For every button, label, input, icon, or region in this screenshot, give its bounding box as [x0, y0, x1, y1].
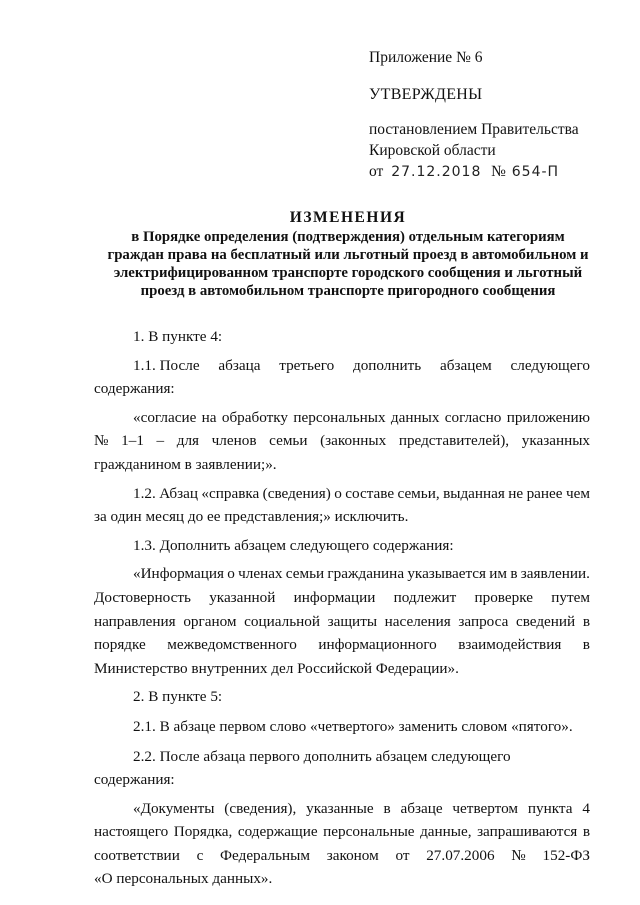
word: данные,	[420, 823, 472, 841]
word: Порядка,	[173, 823, 233, 841]
word: «Документы	[133, 799, 215, 817]
justified-line	[94, 586, 590, 610]
word: Федеральным	[220, 846, 310, 864]
word: «согласие	[133, 408, 197, 426]
word: пункта	[527, 799, 573, 817]
justified-line	[94, 562, 590, 586]
document-body	[94, 325, 590, 891]
item-2-2: 2.2. После абзаца первого дополнить абзацем следующего содержания:	[94, 747, 511, 789]
justified-line	[94, 610, 590, 634]
word: на	[201, 408, 217, 426]
word: в	[582, 612, 590, 630]
item-1: 1. В пункте 4:	[133, 328, 223, 345]
word: приложению	[506, 408, 590, 426]
word: семьи	[269, 432, 308, 450]
approval-stamp-block	[369, 47, 619, 183]
word: указанные	[306, 799, 374, 817]
word: персональных	[293, 408, 386, 426]
item-1-3: 1.3. Дополнить абзацем следующего содержания:	[133, 536, 454, 554]
word: членах	[238, 565, 283, 583]
justified-line	[94, 844, 590, 868]
appendix-label: Приложение № 6	[369, 49, 483, 66]
text-line: гражданином в заявлении;».	[94, 455, 277, 473]
text-line: Министерство внутренних дел Российской Федерации».	[94, 659, 459, 677]
word: путем	[551, 588, 590, 606]
word: запроса	[458, 612, 509, 630]
word: составе	[345, 484, 395, 502]
word: порядке	[94, 636, 146, 654]
word: указанной	[209, 588, 276, 606]
word: социальной	[244, 612, 320, 630]
word: выданная	[443, 484, 505, 502]
word: в	[510, 565, 518, 583]
title-line: проезд в автомобильном транспорте пригородного сообщения	[140, 283, 556, 299]
word: в	[383, 799, 391, 817]
title-line: граждан права на бесплатный или льготный проезд в автомобильном и	[107, 247, 589, 263]
word: 4	[582, 799, 590, 817]
word: населения	[384, 612, 451, 630]
word: третьего	[279, 356, 335, 374]
word: семьи	[285, 565, 325, 583]
word: членов	[211, 432, 257, 450]
word: (сведения)	[262, 484, 331, 502]
word: направления	[94, 612, 176, 630]
word: 1.2.	[133, 484, 156, 502]
justified-line	[94, 354, 590, 378]
word: 27.07.2006	[426, 846, 495, 864]
word: (законных	[320, 432, 387, 450]
item-1-1	[94, 354, 590, 401]
justified-line	[94, 429, 590, 453]
justified-line	[94, 633, 590, 657]
word: о	[227, 565, 235, 583]
word: 1–1	[121, 432, 144, 450]
decree-date-number-line	[369, 161, 619, 183]
word: межведомственного	[167, 636, 297, 654]
word: Достоверность	[94, 588, 191, 606]
approved-label: УТВЕРЖДЕНЫ	[369, 86, 483, 103]
word: абзацем	[440, 356, 492, 374]
word: №	[511, 846, 526, 864]
date-prefix: от	[369, 163, 384, 180]
word: для	[176, 432, 200, 450]
word: органом	[183, 612, 237, 630]
decree-reference	[369, 119, 619, 183]
word: соответствии	[94, 846, 180, 864]
word: четвертом	[452, 799, 519, 817]
document-title: ИЗМЕНЕНИЯ	[289, 209, 407, 226]
word: законом	[326, 846, 379, 864]
word: абзаца	[218, 356, 261, 374]
word: №	[94, 432, 109, 450]
quote-consent	[94, 406, 590, 477]
justified-line	[94, 820, 590, 844]
title-line: в Порядке определения (подтверждения) отдельным категориям	[131, 229, 565, 245]
word: информации	[293, 588, 376, 606]
word: сведений	[515, 612, 576, 630]
word: 1.1. После	[133, 356, 200, 374]
word: защиты	[327, 612, 378, 630]
word: информационного	[318, 636, 437, 654]
word: Абзац	[159, 484, 198, 502]
text-line: «О персональных данных».	[94, 870, 273, 888]
word: в	[582, 823, 590, 841]
word: представителей),	[398, 432, 510, 450]
word: семьи,	[397, 484, 440, 502]
word: проверке	[474, 588, 533, 606]
word: обработку	[221, 408, 289, 426]
item-2: 2. В пункте 5:	[133, 688, 223, 706]
item-1-2	[94, 482, 590, 529]
word: им	[489, 565, 508, 583]
word: абзаце	[400, 799, 443, 817]
word: подлежит	[393, 588, 457, 606]
word: дополнить	[352, 356, 422, 374]
word: –	[156, 432, 165, 450]
word: не	[508, 484, 524, 502]
word: данных	[390, 408, 440, 426]
quote-documents	[94, 797, 590, 891]
word: «справка	[201, 484, 260, 502]
word: взаимодействия	[458, 636, 562, 654]
word: согласно	[444, 408, 502, 426]
word: содержащие	[237, 823, 318, 841]
word: настоящего	[94, 823, 169, 841]
word: персональные	[323, 823, 415, 841]
justified-line	[94, 797, 590, 821]
word: запрашиваются	[477, 823, 578, 841]
word: заявлении.	[520, 565, 590, 583]
word: о	[334, 484, 342, 502]
justified-line	[94, 482, 590, 506]
word: указанных	[521, 432, 590, 450]
item-2-1: 2.1. В абзаце первом слово «четвертого» заменить словом «пятого».	[133, 717, 573, 735]
word: «Информация	[133, 565, 224, 583]
decree-line-2: Кировской области	[369, 142, 496, 159]
word: (сведения),	[224, 799, 297, 817]
text-line: за один месяц до ее представления;» исключить.	[94, 508, 409, 526]
quote-family-info	[94, 562, 590, 680]
word: следующего	[510, 356, 590, 374]
word: 152-ФЗ	[542, 846, 590, 864]
word: в	[582, 636, 590, 654]
justified-line	[94, 406, 590, 430]
word: гражданина	[327, 565, 405, 583]
document-title-block	[88, 209, 608, 300]
word: с	[196, 846, 204, 864]
decree-line-1: постановлением Правительства	[369, 121, 579, 138]
title-line: электрифицированном транспорте городского сообщения и льготный	[113, 265, 583, 281]
word: ранее	[526, 484, 563, 502]
word: от	[395, 846, 410, 864]
word: чем	[565, 484, 590, 502]
handwritten-number: 654-П	[511, 164, 560, 180]
number-prefix: №	[491, 163, 506, 180]
word: указывается	[407, 565, 487, 583]
text-line: содержания:	[94, 380, 175, 398]
handwritten-date: 27.12.2018	[391, 164, 482, 180]
